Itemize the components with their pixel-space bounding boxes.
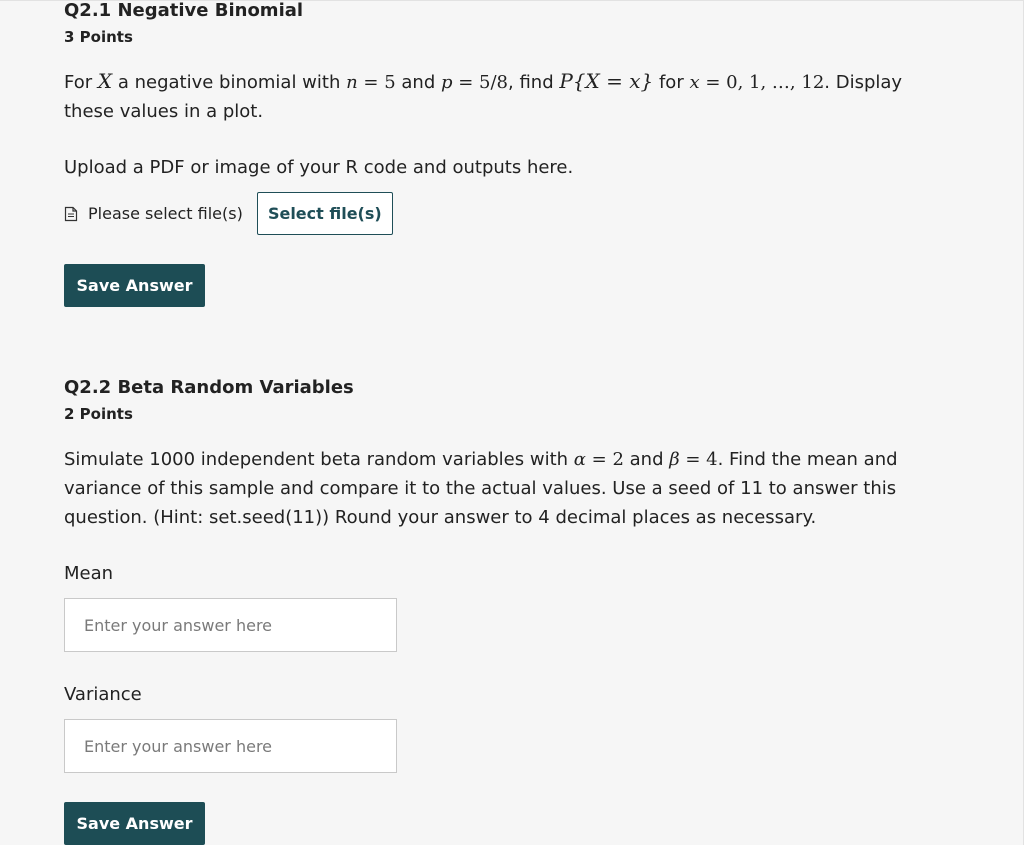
q2-math-beta-value: = 4 [679, 449, 718, 470]
q2-title: Q2.2 Beta Random Variables [64, 377, 354, 398]
q1-save-answer-button[interactable]: Save Answer [64, 264, 205, 307]
q1-math-p-value: = 5/8 [452, 72, 508, 93]
q2-prompt-text: . Find the mean and variance of this sample and compare it to the actual values. Use a seed of 11 to answer this question. (Hint: set.seed(11)) Round your answer to 4 decimal places as necessary. [64, 449, 898, 528]
q1-file-status: Please select file(s) [88, 204, 243, 223]
q1-prompt-text: for [653, 72, 690, 93]
q1-points: 3 Points [64, 28, 133, 46]
q1-prompt-text: For [64, 72, 98, 93]
q1-math-n-value: = 5 [357, 72, 396, 93]
q1-math-range: = 0, 1, …, 12 [699, 72, 825, 93]
q1-math-p: p [440, 72, 453, 93]
q1-prompt-text: . Display these values in a plot. [64, 72, 903, 122]
q2-prompt-text: and [623, 449, 670, 470]
q2-prompt-text: Simulate 1000 independent beta random variables with [64, 449, 574, 470]
q2-math-alpha-value: = 2 [585, 449, 624, 470]
q1-math-x: x [689, 72, 700, 93]
q1-prompt-text: , find [508, 72, 560, 93]
variance-input[interactable] [64, 719, 397, 773]
q1-math-X: X [97, 69, 113, 93]
q1-prompt [64, 67, 954, 126]
q2-math-alpha: α [573, 449, 586, 470]
document-icon [64, 206, 78, 222]
q2-prompt [64, 445, 924, 532]
q1-file-upload-row [64, 192, 393, 235]
variance-label: Variance [64, 684, 142, 705]
q2-points: 2 Points [64, 405, 133, 423]
q1-title: Q2.1 Negative Binomial [64, 0, 304, 21]
q1-math-probability: P{X = x} [559, 69, 654, 93]
q2-math-beta: β [669, 449, 680, 470]
q1-upload-instruction: Upload a PDF or image of your R code and outputs here. [64, 157, 574, 178]
mean-label: Mean [64, 563, 114, 584]
q1-math-n: n [346, 72, 358, 93]
mean-input[interactable] [64, 598, 397, 652]
q1-prompt-text: and [395, 72, 441, 93]
q2-save-answer-button[interactable]: Save Answer [64, 802, 205, 845]
select-files-button[interactable]: Select file(s) [257, 192, 393, 235]
q1-prompt-text: a negative binomial with [112, 72, 347, 93]
